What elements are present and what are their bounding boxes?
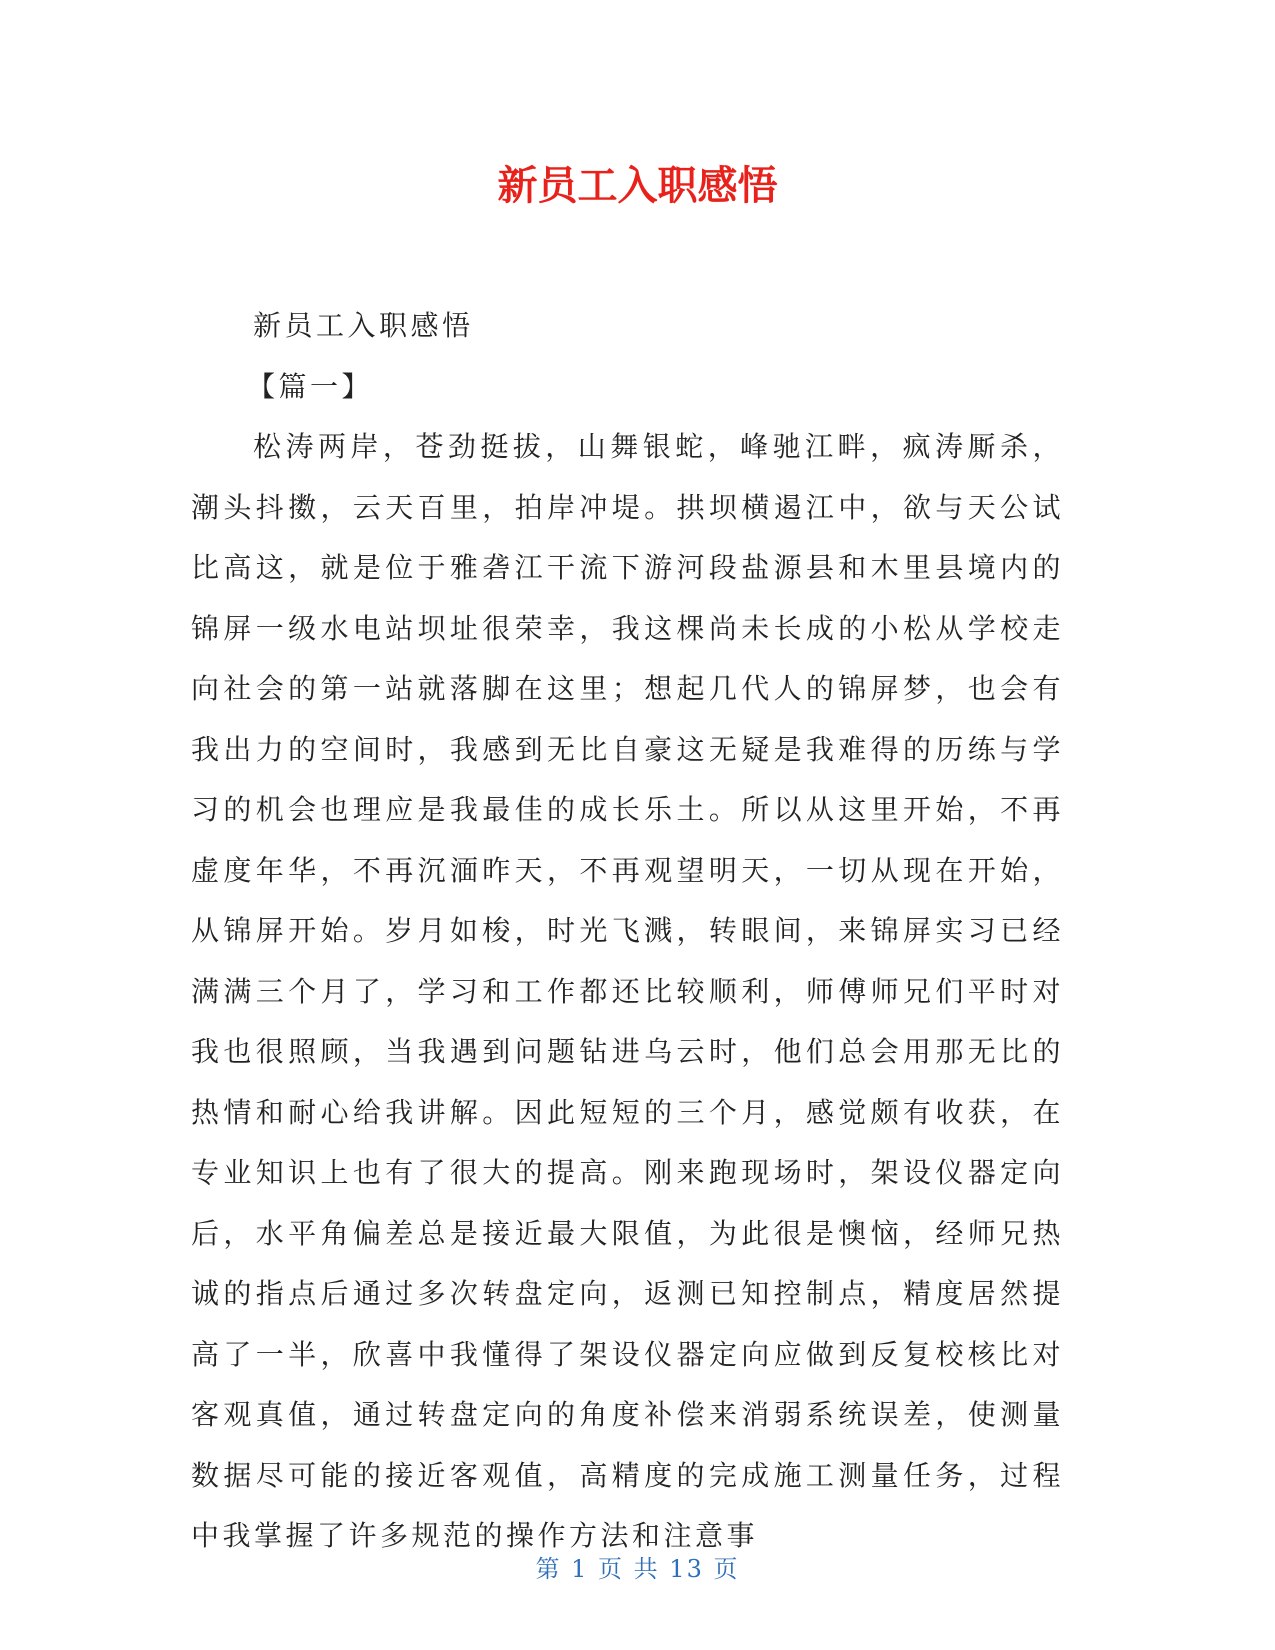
- body-paragraph: 松涛两岸，苍劲挺拔，山舞银蛇，峰驰江畔，疯涛厮杀，潮头抖擞，云天百里，拍岸冲堤。拱坝横遏江中，欲与天公试比高这，就是位于雅砻江干流下游河段盐源县和木里县境内的锦屏一级水电站坝址很荣幸，我这棵尚未长成的小松从学校走向社会的第一站就落脚在这里；想起几代人的锦屏梦，也会有我出力的空间时，我感到无比自豪这无疑是我难得的历练与学习的机会也理应是我最佳的成长乐土。所以从这里开始，不再虚度年华，不再沉湎昨天，不再观望明天，一切从现在开始，从锦屏开始。岁月如梭，时光飞溅，转眼间，来锦屏实习已经满满三个月了，学习和工作都还比较顺利，师傅师兄们平时对我也很照顾，当我遇到问题钻进乌云时，他们总会用那无比的热情和耐心给我讲解。因此短短的三个月，感觉颇有收获，在专业知识上也有了很大的提高。刚来跑现场时，架设仪器定向后，水平角偏差总是接近最大限值，为此很是懊恼，经师兄热诚的指点后通过多次转盘定向，返测已知控制点，精度居然提高了一半，欣喜中我懂得了架设仪器定向应做到反复校核比对客观真值，通过转盘定向的角度补偿来消弱系统误差，使测量数据尽可能的接近客观值，高精度的完成施工测量任务，过程中我掌握了许多规范的操作方法和注意事: [191, 430, 1064, 1552]
- page-footer: 第 1 页 共 13 页: [535, 1555, 740, 1583]
- document-content: [191, 296, 1064, 1567]
- document-subtitle: 新员工入职感悟: [253, 309, 474, 342]
- section-label: 【篇一】: [247, 369, 374, 403]
- document-title: 新员工入职感悟: [497, 163, 778, 209]
